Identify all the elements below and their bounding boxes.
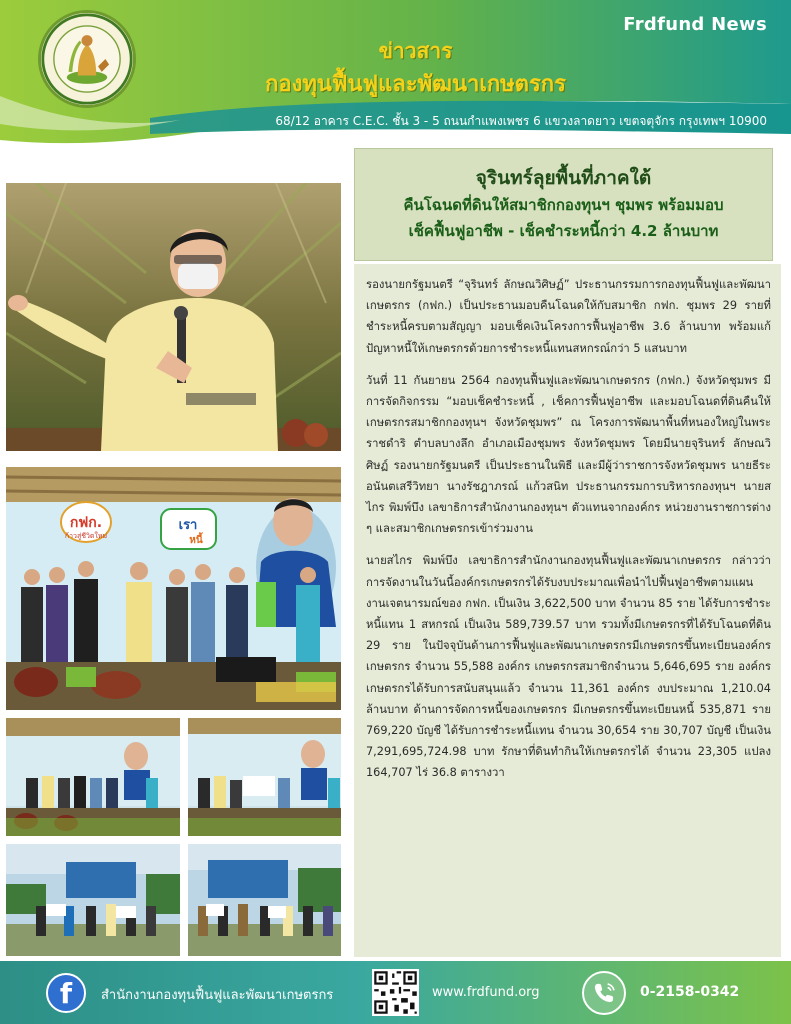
photo-ceremony-right [188,718,341,836]
headline-sub-1: คืนโฉนดที่ดินให้สมาชิกกองทุนฯ ชุมพร พร้อมมอบ [403,196,724,214]
headline-sub-2: เช็คฟื้นฟูอาชีพ - เช็คชำระหนี้กว่า 4.2 ล้านบาท [408,222,719,240]
footer-website[interactable]: www.frdfund.org [432,985,540,1000]
article-body [354,264,781,957]
article-paragraph-2: วันที่ 11 กันยายน 2564 กองทุนฟื้นฟูและพัฒนาเกษตรกร (กฟก.) จังหวัดชุมพร มีการจัดกิจกรรม “มอบเช็คชำระหนี้ , เช็คการฟื้นฟูอาชีพ และมอบโฉนดที่ดินคืนให้เกษตรกรสมาชิกกองทุนฯ จังหวัดชุมพร” ณ โครงการพัฒนาพื้นที่หนองใหญ่ในพระราชดำริ ตำบลบางลึก อำเภอเมืองชุมพร จังหวัดชุมพร โดยมีนายจุรินทร์ ลักษณวิศิษฏ์ รองนายกรัฐมนตรี เป็นประธานในพิธี และมีผู้ว่าราชการจังหวัดชุมพร นายธีระ อนันตเสรีวิทยา นางรัชฎาภรณ์ แก้วสนิท ประธานกรรมการบริหารกองทุนฯ นายสไกร พิมพ์บึง เลขาธิการสำนักงานกองทุนฯ ตัวแทนจากองค์กร หน่วยงานราชการต่าง ๆ และสมาชิกเกษตรกรเข้าร่วมงาน [366,373,771,536]
banner-sign-1: กฟก. [69,515,103,531]
phone-icon[interactable] [582,971,626,1015]
article-paragraph-3: นายสไกร พิมพ์บึง เลขาธิการสำนักงานกองทุนฟื้นฟูและพัฒนาเกษตรกร กล่าวว่า การจัดงานในวันนี้องค์กรเกษตรกรได้รับงบประมาณเพื่อนำไปฟื้นฟูอาชีพตามแผนงานเจตนารมณ์ของ กฟก. เป็นเงิน 3,622,500 บาท จำนวน 85 ราย ได้รับการชำระหนี้แทน 1 สหกรณ์ เป็นเงิน 589,739.57 บาท รวมทั้งมีเกษตรกรที่ได้รับโฉนดที่ดิน 29 ราย ในปัจจุบันด้านการฟื้นฟูและพัฒนาเกษตรกรมีเกษตรกรขึ้นทะเบียนองค์กรเกษตรกร จำนวน 55,588 องค์กร เกษตรกรสมาชิกจำนวน 5,646,695 ราย องค์กรเกษตรกรได้รับการสนับสนุนแล้ว จำนวน 11,361 องค์กร งบประมาณ 1,210.04 ล้านบาท ด้านการจัดการหนี้ของเกษตรกร มีเกษตรกรขึ้นทะเบียนหนี้ 535,871 ราย 769,220 บัญชี ได้รับการชำระหนี้แทน จำนวน 30,654 ราย 30,707 บัญชี เป็นเงิน 7,291,695,724.98 บาท รักษาที่ดินทำกินให้เกษตรกรได้ จำนวน 23,305 แปลง 164,707 ไร่ 36.8 ตารางวา [366,554,771,780]
article-paragraph-1: รองนายกรัฐมนตรี “จุรินทร์ ลักษณวิศิษฏ์” ประธานกรรมการกองทุนฟื้นฟูและพัฒนาเกษตรกร (กฟก.) เป็นประธานมอบคืนโฉนดให้กับสมาชิก กฟก. ชุมพร 29 รายที่ชำระหนี้ครบตามสัญญา มอบเช็คเงินโครงการฟื้นฟูอาชีพ 3.6 ล้านบาท พร้อมแก้ปัญหาหนี้ให้เกษตรกรด้วยการชำระหนี้แทนสหกรณ์กว่า 5 แสนบาท [366,278,771,355]
qr-code-icon [372,969,419,1016]
photo-ceremony-left [6,718,180,836]
organization-title: กองทุนฟื้นฟูและพัฒนาเกษตรกร [265,72,566,97]
facebook-icon[interactable]: f [46,973,86,1013]
newsletter-brand: Frdfund News [623,14,767,35]
banner-sign-2: เรา [178,518,198,533]
photo-group-stage [6,467,341,710]
page-footer [0,961,791,1024]
newsletter-title: ข่าวสาร [378,39,453,63]
banner-sign-1-sub: ก้าวสู่ชีวิตใหม่ [64,532,108,540]
footer-organization: สำนักงานกองทุนฟื้นฟูและพัฒนาเกษตรกร [101,988,334,1003]
banner-sign-2-sub: หนี้ [189,535,203,546]
footer-phone-number[interactable]: 0-2158-0342 [640,984,740,1000]
photo-speaker [6,183,341,451]
photo-outdoor-left [6,844,180,956]
office-address: 68/12 อาคาร C.E.C. ชั้น 3 - 5 ถนนกำแพงเพชร 6 แขวงลาดยาว เขตจตุจักร กรุงเทพฯ 10900 [275,114,767,128]
photo-outdoor-right [188,844,341,956]
page-header [0,0,791,150]
headline-box [354,148,773,261]
headline-main: จุรินทร์ลุยพื้นที่ภาคใต้ [475,167,652,189]
